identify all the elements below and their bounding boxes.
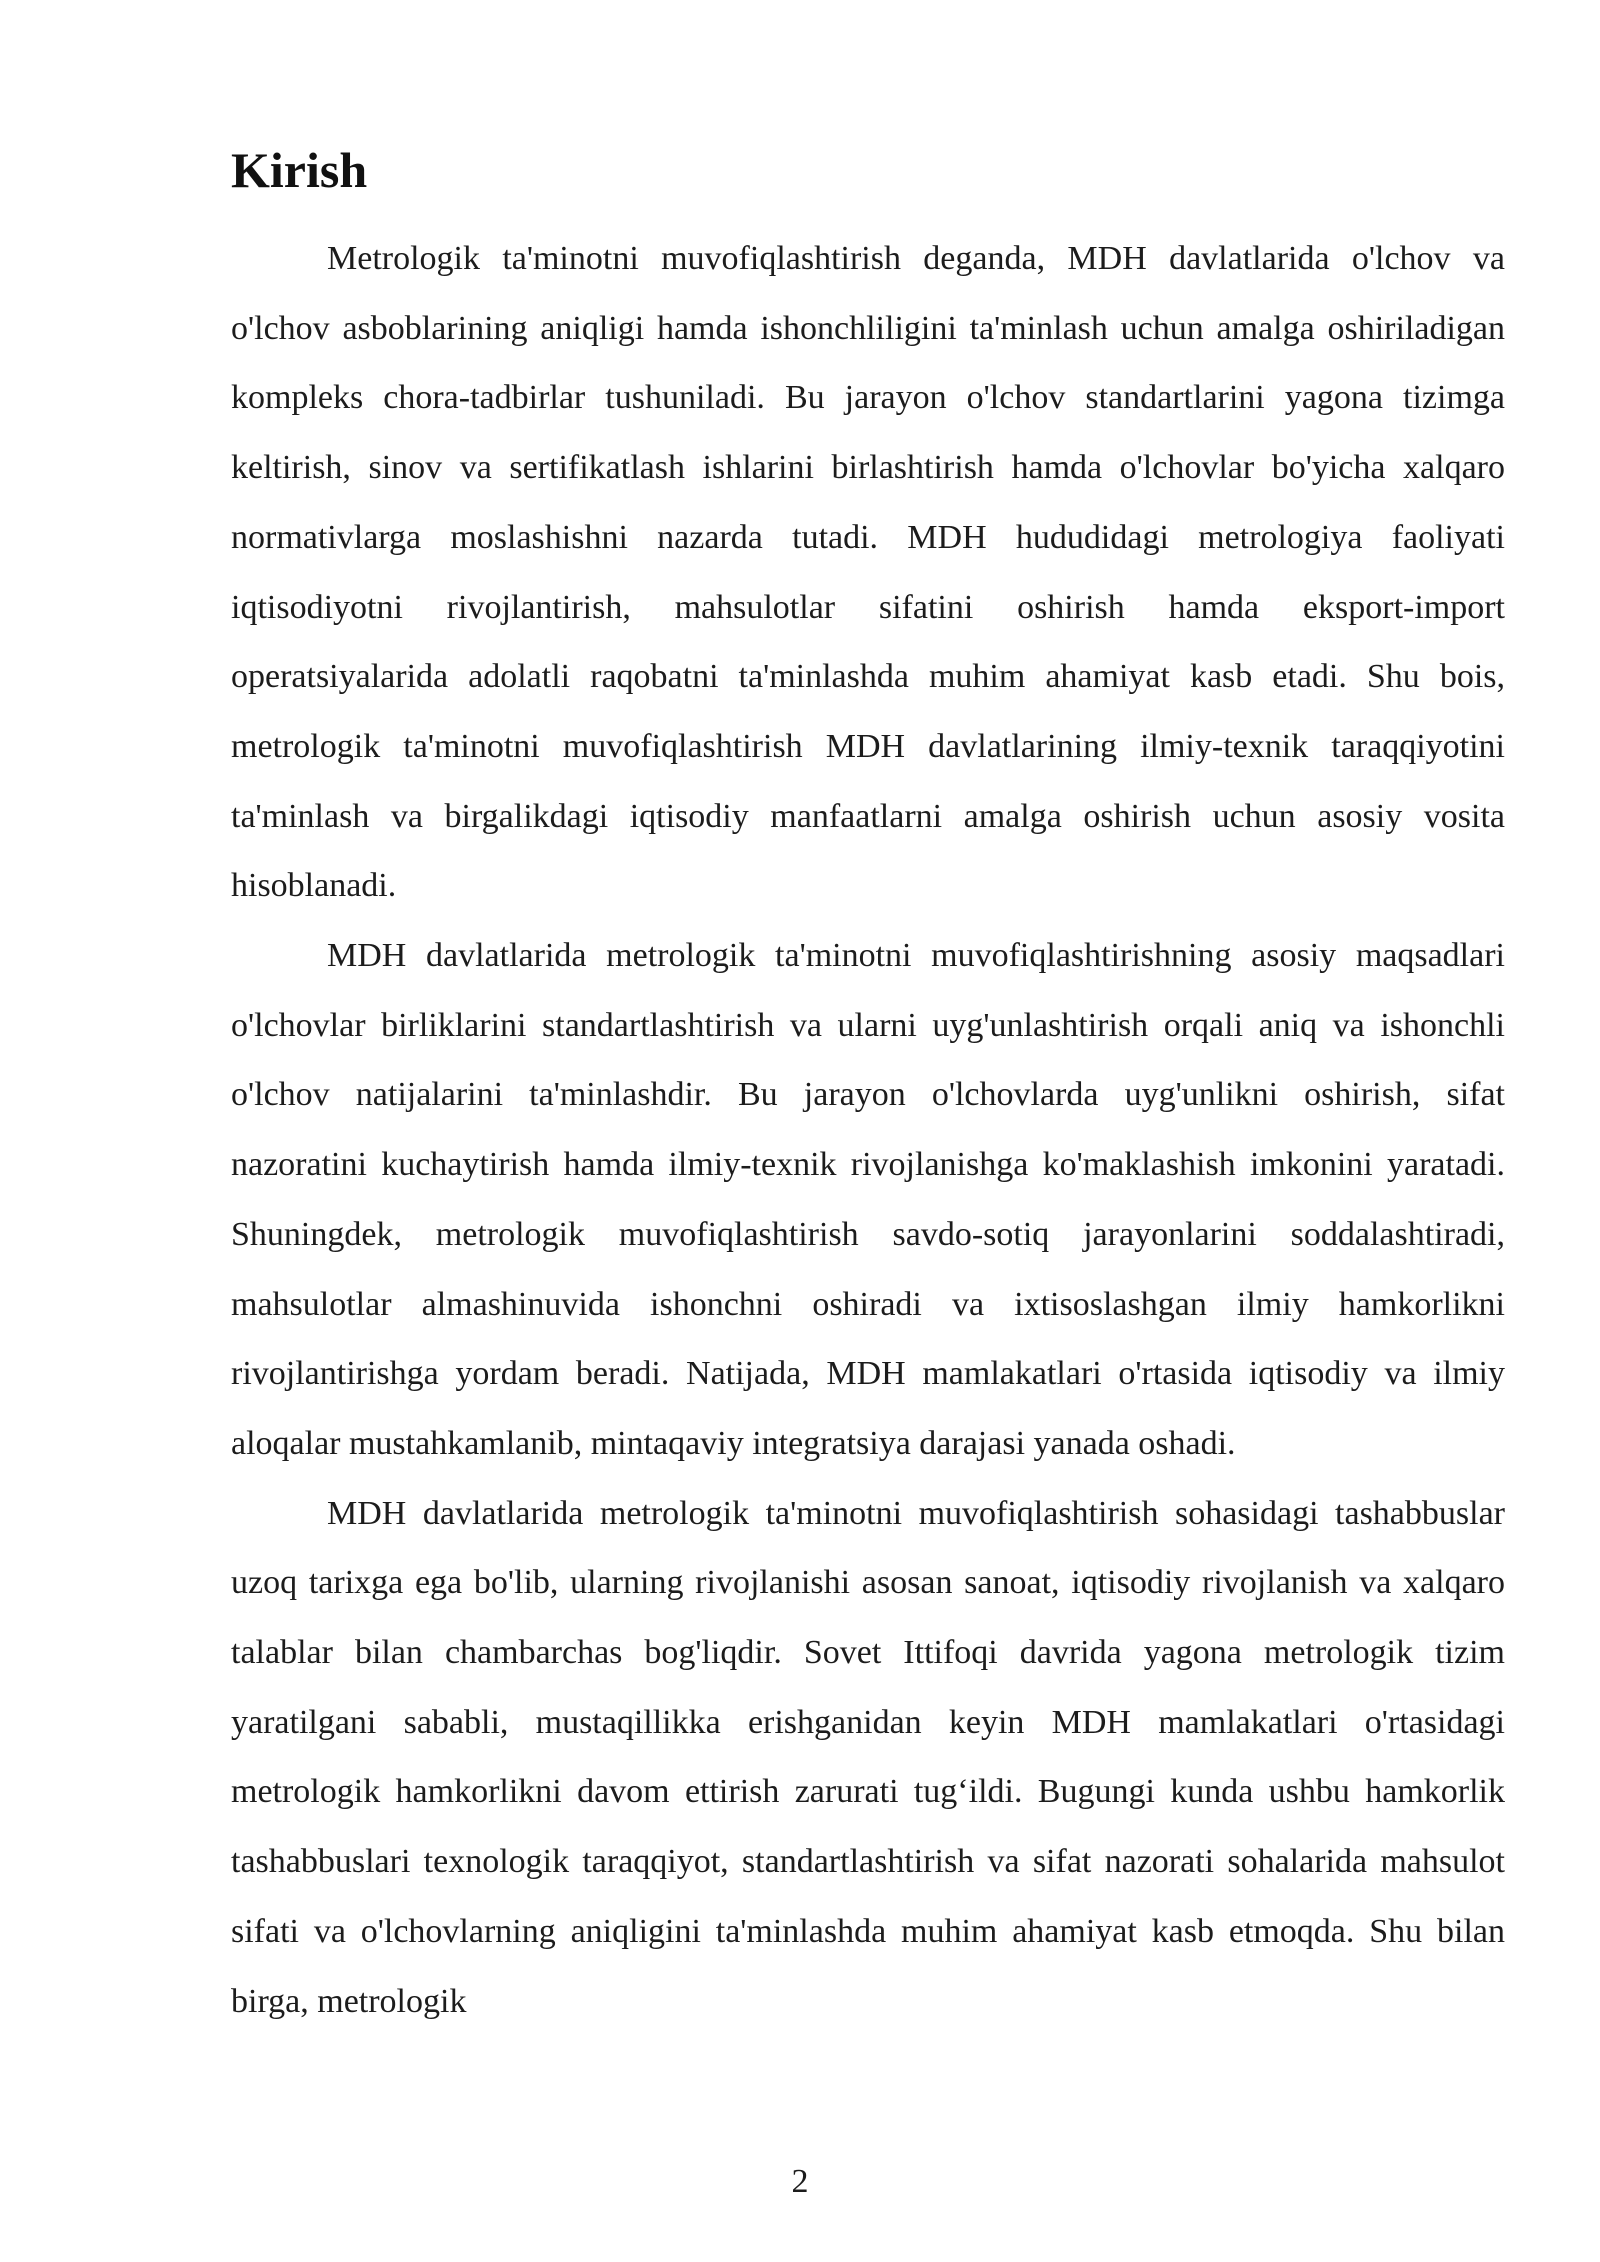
paragraph-3: MDH davlatlarida metrologik ta'minotni muvofiqlashtirish sohasidagi tashabbuslar uzoq tarixga ega bo'lib, ularning rivojlanishi asosan sanoat, iqtisodiy rivojlanish va xalqaro talablar bilan chambarchas bog'liqdir. Sovet Ittifoqi davrida yagona metrologik tizim yaratilgani sababli, mustaqillikka erishganidan keyin MDH mamlakatlari o'rtasidagi metrologik hamkorlikni davom ettirish zarurati tug‘ildi. Bugungi kunda ushbu hamkorlik tashabbuslari texnologik taraqqiyot, standartlashtirish va sifat nazorati sohalarida mahsulot sifati va o'lchovlarning aniqligini ta'minlashda muhim ahamiyat kasb etmoqda. Shu bilan birga, metrologik bbox=[231, 1494, 1505, 2020]
page-number: 2 bbox=[791, 2163, 809, 2200]
paragraph-2: MDH davlatlarida metrologik ta'minotni muvofiqlashtirishning asosiy maqsadlari o'lchovlar birliklarini standartlashtirish va ularni uyg'unlashtirish orqali aniq va ishonchli o'lchov natijalarini ta'minlashdir. Bu jarayon o'lchovlarda uyg'unlikni oshirish, sifat nazoratini kuchaytirish hamda ilmiy-texnik rivojlanishga ko'maklashish imkonini yaratadi. Shuningdek, metrologik muvofiqlashtirish savdo-sotiq jarayonlarini soddalashtiradi, mahsulotlar almashinuvida ishonchni oshiradi va ixtisoslashgan ilmiy hamkorlikni rivojlantirishga yordam beradi. Natijada, MDH mamlakatlari o'rtasida iqtisodiy va ilmiy aloqalar mustahkamlanib, mintaqaviy integratsiya darajasi yanada oshadi. bbox=[231, 937, 1505, 1462]
paragraph-1: Metrologik ta'minotni muvofiqlashtirish deganda, MDH davlatlarida o'lchov va o'lchov asboblarining aniqligi hamda ishonchliligini ta'minlash uchun amalga oshiriladigan kompleks chora-tadbirlar tushuniladi. Bu jarayon o'lchov standartlarini yagona tizimga keltirish, sinov va sertifikatlash ishlarini birlashtirish hamda o'lchovlar bo'yicha xalqaro normativlarga moslashishni nazarda tutadi. MDH hududidagi metrologiya faoliyati iqtisodiyotni rivojlantirish, mahsulotlar sifatini oshirish hamda eksport-import operatsiyalarida adolatli raqobatni ta'minlashda muhim ahamiyat kasb etadi. Shu bois, metrologik ta'minotni muvofiqlashtirish MDH davlatlarining ilmiy-texnik taraqqiyotini ta'minlash va birgalikdagi iqtisodiy manfaatlarni amalga oshirish uchun asosiy vosita hisoblanadi. bbox=[231, 240, 1505, 905]
section-heading: Kirish bbox=[231, 142, 368, 198]
page-content bbox=[231, 134, 1505, 2036]
